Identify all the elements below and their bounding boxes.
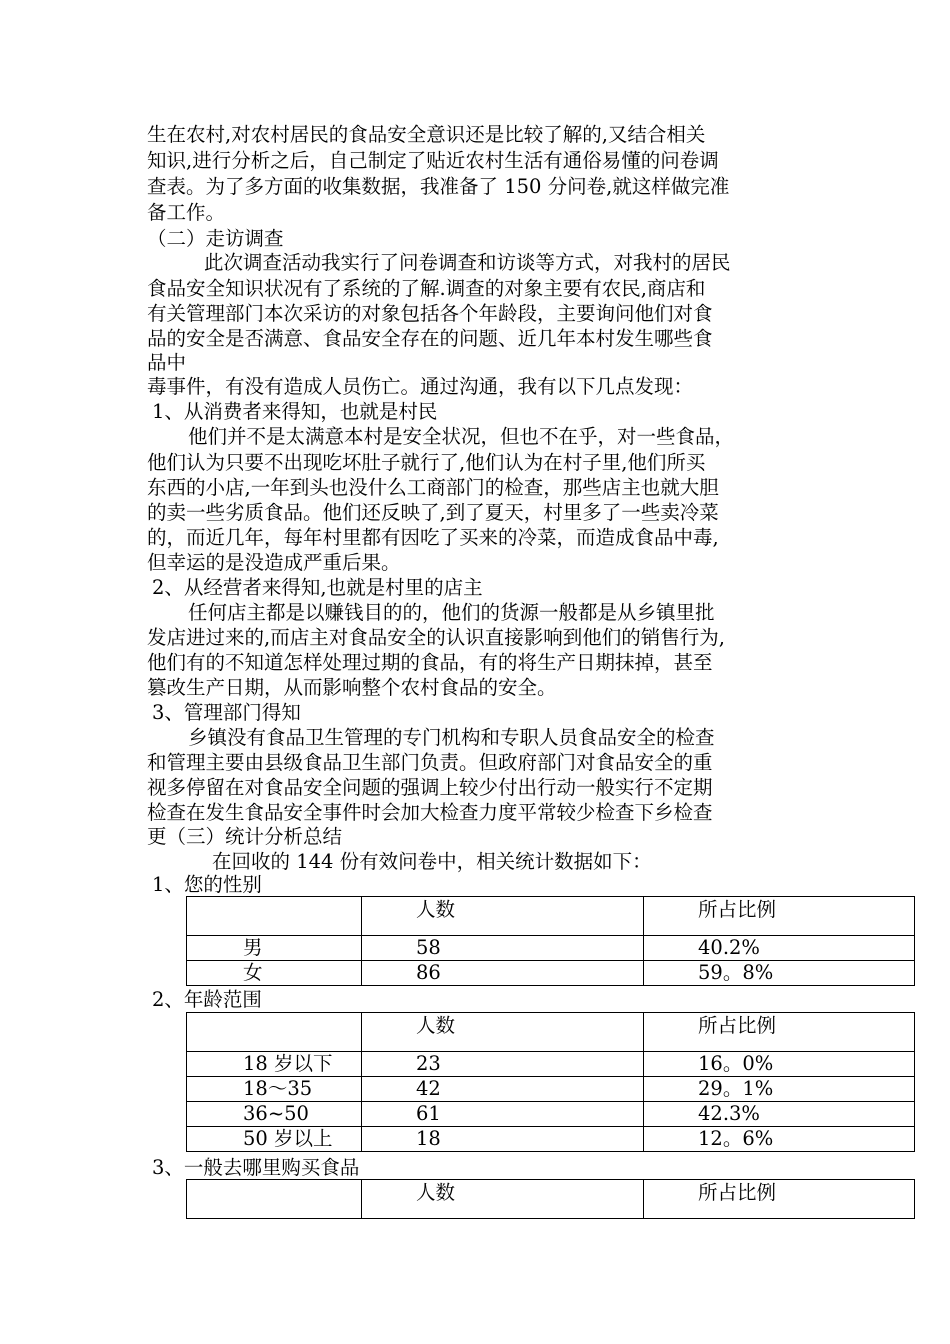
table-header-cell: 人数: [362, 897, 644, 936]
paragraph-line: 他们认为只要不出现吃坏肚子就行了,他们认为在村子里,他们所买: [147, 451, 706, 474]
table-cell: 86: [362, 961, 644, 986]
paragraph-line: 但幸运的是没造成严重后果。: [147, 551, 401, 574]
table-header-cell: [187, 1013, 362, 1052]
paragraph-line: 在回收的 144 份有效问卷中，相关统计数据如下：: [212, 850, 652, 873]
table-header-cell: [187, 1180, 362, 1219]
paragraph-line: 他们并不是太满意本村是安全状况，但也不在乎，对一些食品，: [188, 425, 735, 448]
table-header-cell: 所占比例: [644, 1013, 915, 1052]
table-cell: 36~50: [187, 1102, 362, 1127]
table-cell: 59。8%: [644, 961, 915, 986]
table-header-cell: 人数: [362, 1180, 644, 1219]
table-row: [187, 1052, 915, 1077]
table-cell: 18: [362, 1127, 644, 1152]
table-header-cell: 所占比例: [644, 897, 915, 936]
paragraph-line: 篡改生产日期，从而影响整个农村食品的安全。: [147, 676, 557, 699]
table-header-row: [187, 1013, 915, 1052]
table-cell: 50 岁以上: [187, 1127, 362, 1152]
table-cell: 16。0%: [644, 1052, 915, 1077]
paragraph-line: 毒事件，有没有造成人员伤亡。通过沟通，我有以下几点发现：: [147, 375, 694, 398]
table-row: [187, 1077, 915, 1102]
subheading-operators: 2、从经营者来得知,也就是村里的店主: [152, 576, 483, 599]
age-range-table: [186, 1012, 915, 1152]
table-header-row: [187, 897, 915, 936]
table-header-cell: 所占比例: [644, 1180, 915, 1219]
question-1-title: 1、您的性别: [152, 873, 262, 896]
table-cell: 女: [187, 961, 362, 986]
paragraph-line: 和管理主要由县级食品卫生部门负责。但政府部门对食品安全的重: [147, 751, 713, 774]
purchase-location-table: [186, 1179, 915, 1219]
table-row: [187, 936, 915, 961]
subheading-management: 3、管理部门得知: [152, 701, 301, 724]
table-header-cell: [187, 897, 362, 936]
table-cell: 12。6%: [644, 1127, 915, 1152]
table-cell: 61: [362, 1102, 644, 1127]
table-header-row: [187, 1180, 915, 1219]
paragraph-line: 的卖一些劣质食品。他们还反映了,到了夏天，村里多了一些卖冷菜: [147, 501, 719, 524]
paragraph-line: 的，而近几年，每年村里都有因吃了买来的冷菜，而造成食品中毒,: [147, 526, 719, 549]
paragraph-line: 此次调查活动我实行了问卷调查和访谈等方式，对我村的居民: [204, 251, 731, 274]
paragraph-line: 更（三）统计分析总结: [147, 825, 343, 848]
section-heading-visit: （二）走访调查: [147, 227, 284, 250]
paragraph-line: 生在农村,对农村居民的食品安全意识还是比较了解的,又结合相关: [147, 123, 706, 146]
paragraph-line: 品的安全是否满意、食品安全存在的问题、近几年本村发生哪些食: [147, 327, 713, 350]
paragraph-line: 东西的小店,一年到头也没什么工商部门的检查，那些店主也就大胆: [147, 476, 719, 499]
table-header-cell: 人数: [362, 1013, 644, 1052]
question-3-title: 3、一般去哪里购买食品: [152, 1156, 360, 1179]
paragraph-line: 品中: [147, 351, 187, 374]
paragraph-line: 知识,进行分析之后，自己制定了贴近农村生活有通俗易懂的问卷调: [147, 149, 719, 172]
table-cell: 男: [187, 936, 362, 961]
table-cell: 42: [362, 1077, 644, 1102]
paragraph-line: 查表。为了多方面的收集数据，我准备了 150 分问卷,就这样做完准: [147, 175, 730, 198]
table-cell: 58: [362, 936, 644, 961]
gender-table: [186, 896, 915, 986]
paragraph-line: 乡镇没有食品卫生管理的专门机构和专职人员食品安全的检查: [188, 726, 715, 749]
table-cell: 29。1%: [644, 1077, 915, 1102]
table-cell: 40.2%: [644, 936, 915, 961]
paragraph-line: 有关管理部门本次采访的对象包括各个年龄段，主要询问他们对食: [147, 302, 713, 325]
paragraph-line: 备工作。: [147, 201, 226, 224]
paragraph-line: 检查在发生食品安全事件时会加大检查力度平常较少检查下乡检查: [147, 801, 713, 824]
table-row: [187, 961, 915, 986]
question-2-title: 2、年龄范围: [152, 988, 262, 1011]
paragraph-line: 发店进过来的,而店主对食品安全的认识直接影响到他们的销售行为,: [147, 626, 725, 649]
paragraph-line: 食品安全知识状况有了系统的了解.调查的对象主要有农民,商店和: [147, 277, 706, 300]
paragraph-line: 他们有的不知道怎样处理过期的食品，有的将生产日期抹掉，甚至: [147, 651, 713, 674]
subheading-consumers: 1、从消费者来得知，也就是村民: [152, 400, 438, 423]
table-cell: 18～35: [187, 1077, 362, 1102]
table-cell: 23: [362, 1052, 644, 1077]
table-cell: 42.3%: [644, 1102, 915, 1127]
table-row: [187, 1127, 915, 1152]
table-row: [187, 1102, 915, 1127]
table-cell: 18 岁以下: [187, 1052, 362, 1077]
paragraph-line: 视多停留在对食品安全问题的强调上较少付出行动一般实行不定期: [147, 776, 713, 799]
paragraph-line: 任何店主都是以赚钱目的的，他们的货源一般都是从乡镇里批: [188, 601, 715, 624]
